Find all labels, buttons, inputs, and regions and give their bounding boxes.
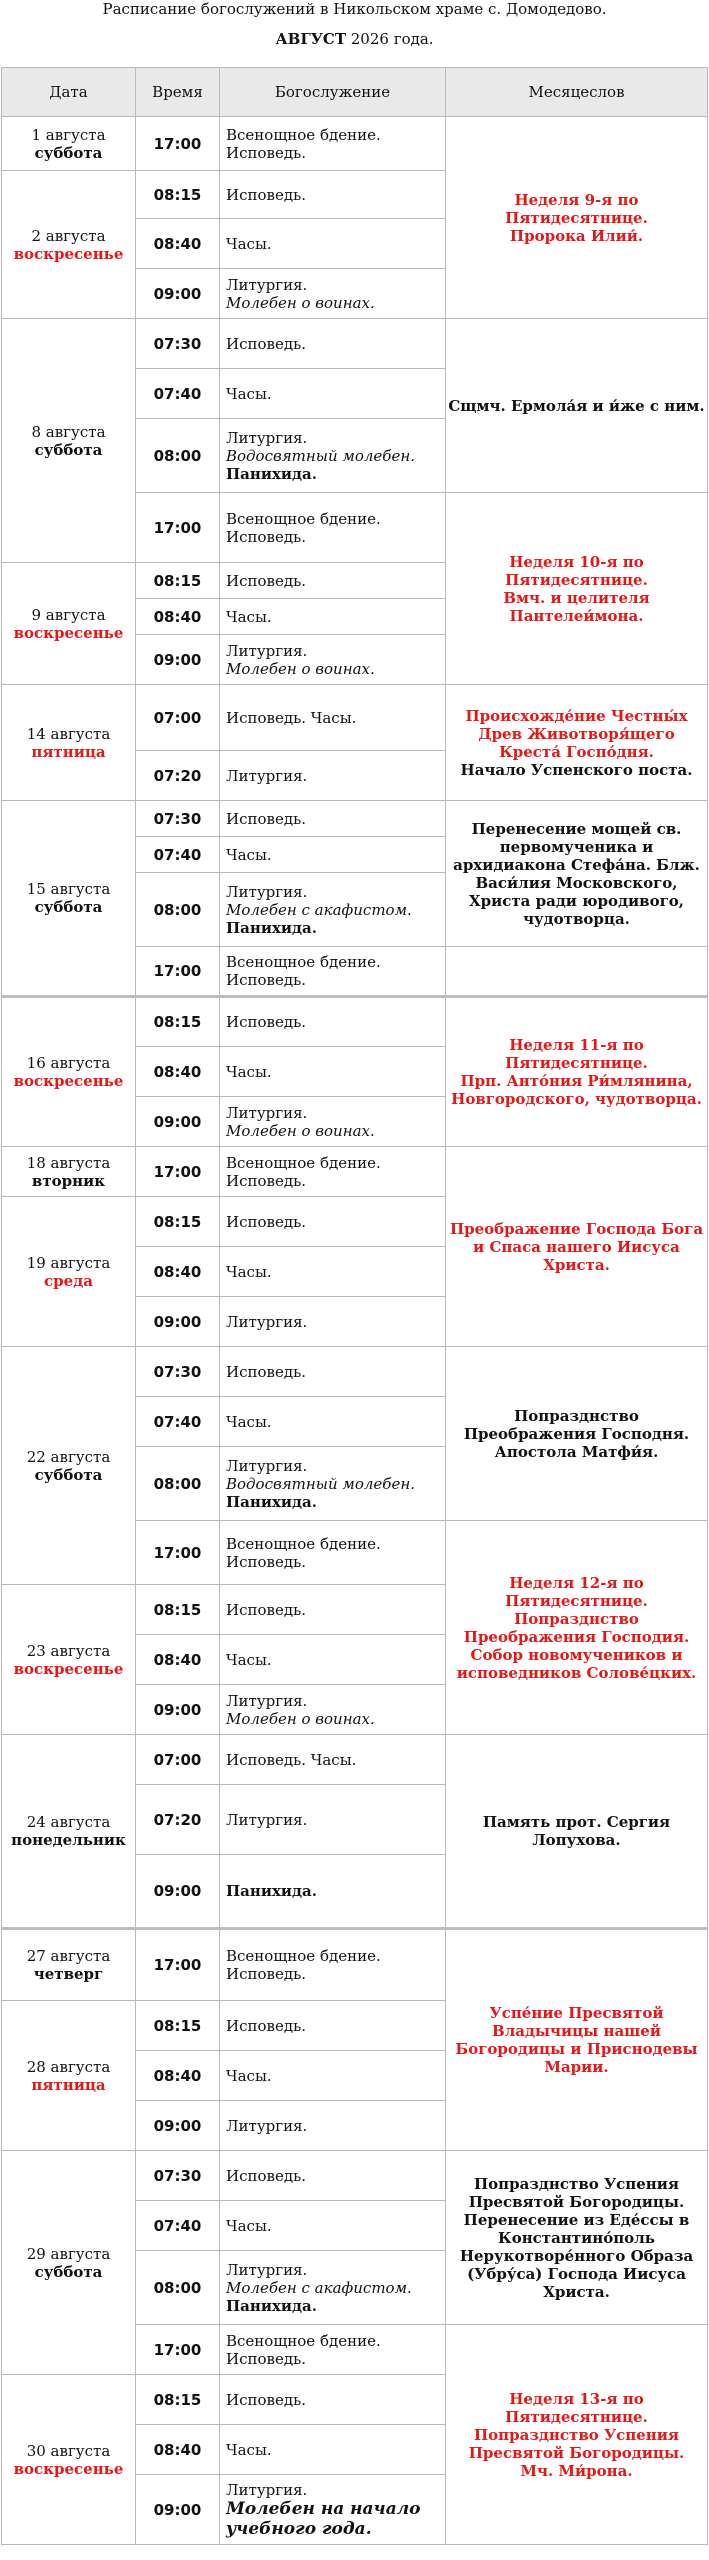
calendar-cell	[446, 997, 708, 1147]
calendar-text: Успе́ние Пресвятой	[489, 2004, 664, 2022]
calendar-text: Пятидесятнице.	[505, 1591, 648, 1610]
service-text: Исповедь.	[226, 971, 307, 989]
month-heading	[0, 30, 709, 48]
date-weekday: четверг	[33, 1965, 104, 1983]
table-row	[2, 319, 708, 369]
service-cell	[220, 1047, 446, 1097]
date-cell	[2, 1147, 136, 1197]
service-cell	[220, 837, 446, 873]
service-cell	[220, 1785, 446, 1855]
table-row	[2, 801, 708, 837]
service-text: Всенощное бдение.	[226, 509, 381, 528]
service-text: Часы.	[226, 607, 272, 626]
calendar-text: Попразднство Успения	[474, 2425, 679, 2444]
service-cell	[220, 1147, 446, 1197]
calendar-text: Богородицы и Приснодевы	[455, 2040, 698, 2058]
date-cell	[2, 1585, 136, 1735]
service-cell	[220, 947, 446, 997]
month-name: АВГУСТ	[275, 30, 346, 48]
service-text: Всенощное бдение.	[226, 1153, 381, 1172]
date-weekday: воскресенье	[13, 623, 124, 642]
service-highlight: учебного года.	[226, 2518, 372, 2539]
service-text: Часы.	[226, 384, 272, 403]
time-cell: 09:00	[136, 1297, 220, 1347]
time-cell: 08:40	[136, 1047, 220, 1097]
date-cell	[2, 563, 136, 685]
service-text: Всенощное бдение.	[226, 125, 381, 144]
date-cell	[2, 319, 136, 563]
service-bold: Панихида.	[226, 918, 317, 937]
service-cell	[220, 1685, 446, 1735]
date-weekday: суббота	[34, 440, 103, 459]
service-note: Молебен о воинах.	[226, 659, 375, 678]
date-day-number: 27 августа	[26, 1947, 111, 1965]
service-text: Литургия.	[226, 641, 308, 660]
calendar-text: Константино́поль	[498, 2228, 655, 2247]
service-text: Часы.	[226, 2440, 272, 2459]
service-cell	[220, 1247, 446, 1297]
calendar-text: Преображение Господа Бога	[449, 1219, 704, 1238]
calendar-cell	[446, 2325, 708, 2545]
time-cell: 08:00	[136, 419, 220, 493]
service-text: Всенощное бдение.	[226, 1947, 381, 1965]
calendar-text: Неделя 11-я по	[509, 1036, 644, 1054]
time-cell: 07:20	[136, 1785, 220, 1855]
service-cell	[220, 635, 446, 685]
calendar-text: Лопухова.	[532, 1831, 621, 1849]
schedule-table	[1, 67, 708, 2545]
time-cell: 08:40	[136, 219, 220, 269]
calendar-text: Неделя 13-я по	[509, 2389, 644, 2408]
service-text: Исповедь.	[226, 2166, 307, 2185]
date-weekday: воскресенье	[13, 2459, 124, 2478]
time-cell: 17:00	[136, 2325, 220, 2375]
time-cell: 08:40	[136, 2051, 220, 2101]
time-cell: 09:00	[136, 2475, 220, 2545]
service-text: Исповедь.	[226, 143, 307, 162]
service-cell	[220, 1585, 446, 1635]
calendar-text: Прп. Анто́ния Ри́млянина,	[460, 1072, 693, 1090]
service-text: Часы.	[226, 1650, 272, 1669]
date-cell	[2, 685, 136, 801]
service-text: Литургия.	[226, 1103, 308, 1122]
calendar-text: Вмч. и целителя	[503, 588, 650, 607]
calendar-text: (Убру́са) Господа Иисуса	[467, 2264, 686, 2283]
time-cell: 08:15	[136, 563, 220, 599]
time-cell: 09:00	[136, 1685, 220, 1735]
service-text: Исповедь.	[226, 1212, 307, 1231]
service-cell	[220, 319, 446, 369]
page-title: Расписание богослужений в Никольском храме с. Домодедово.	[102, 0, 607, 18]
service-text: Исповедь.	[226, 1965, 307, 1983]
date-day-number: 16 августа	[26, 1054, 111, 1072]
time-cell: 07:40	[136, 837, 220, 873]
service-text: Исповедь.	[226, 527, 307, 546]
service-text: Исповедь.	[226, 809, 307, 828]
service-text: Часы.	[226, 1412, 272, 1431]
service-note: Молебен с акафистом.	[226, 2278, 412, 2297]
date-weekday: суббота	[34, 143, 103, 162]
service-text: Литургия.	[226, 1312, 308, 1331]
column-header-service: Богослужение	[220, 68, 446, 117]
date-day-number: 22 августа	[26, 1447, 111, 1466]
service-text: Исповедь.	[226, 1013, 307, 1031]
service-bold: Панихида.	[226, 464, 317, 483]
date-day-number: 1 августа	[31, 125, 106, 144]
calendar-text: Пятидесятнице.	[505, 1054, 648, 1072]
date-weekday: вторник	[31, 1171, 106, 1190]
calendar-text: Перенесение мощей св.	[471, 819, 682, 838]
service-text: Исповедь.	[226, 1600, 307, 1619]
table-row	[2, 2151, 708, 2201]
service-cell	[220, 1197, 446, 1247]
service-cell	[220, 2375, 446, 2425]
service-cell	[220, 751, 446, 801]
service-text: Исповедь. Часы.	[226, 708, 357, 727]
service-text: Исповедь.	[226, 2390, 307, 2409]
service-bold: Панихида.	[226, 2296, 317, 2315]
service-cell	[220, 117, 446, 171]
table-row	[2, 1147, 708, 1197]
service-cell	[220, 1347, 446, 1397]
date-day-number: 2 августа	[31, 226, 106, 245]
service-note: Молебен о воинах.	[226, 293, 375, 312]
service-cell	[220, 1297, 446, 1347]
service-cell	[220, 369, 446, 419]
date-weekday: суббота	[34, 1465, 103, 1484]
calendar-text: Христа.	[543, 2282, 610, 2301]
time-cell: 08:00	[136, 873, 220, 947]
column-header-time: Время	[136, 68, 220, 117]
time-cell: 08:15	[136, 997, 220, 1047]
service-text: Исповедь.	[226, 1362, 307, 1381]
time-cell: 08:00	[136, 2251, 220, 2325]
service-text: Литургия.	[226, 882, 308, 901]
table-row	[2, 997, 708, 1047]
service-cell	[220, 419, 446, 493]
service-cell	[220, 801, 446, 837]
date-weekday: среда	[44, 1271, 93, 1290]
calendar-text: Пятидесятнице.	[505, 570, 648, 589]
time-cell: 17:00	[136, 1521, 220, 1585]
service-cell	[220, 219, 446, 269]
service-text: Часы.	[226, 845, 272, 864]
calendar-cell	[446, 685, 708, 801]
service-text: Исповедь.	[226, 185, 307, 204]
service-text: Исповедь.	[226, 2349, 307, 2368]
date-day-number: 24 августа	[26, 1813, 111, 1831]
service-text: Литургия.	[226, 2260, 308, 2279]
calendar-cell	[446, 117, 708, 319]
time-cell: 09:00	[136, 2101, 220, 2151]
calendar-text: Начало Успенского поста.	[460, 760, 693, 779]
service-text: Часы.	[226, 1262, 272, 1281]
service-cell	[220, 1855, 446, 1929]
service-text: Часы.	[226, 234, 272, 253]
time-cell: 07:30	[136, 2151, 220, 2201]
service-cell	[220, 1397, 446, 1447]
service-text: Всенощное бдение.	[226, 1534, 381, 1553]
service-cell	[220, 2201, 446, 2251]
calendar-text: Пятидесятнице.	[505, 2407, 648, 2426]
time-cell: 07:00	[136, 685, 220, 751]
service-cell	[220, 269, 446, 319]
calendar-text: Пресвятой Богородицы.	[468, 2192, 685, 2211]
date-cell	[2, 117, 136, 171]
service-note: Водосвятный молебен.	[226, 446, 415, 465]
table-row	[2, 685, 708, 751]
date-day-number: 14 августа	[26, 724, 111, 743]
calendar-text: Собор новомучеников и	[470, 1645, 683, 1664]
calendar-text: Васи́лия Московского,	[475, 873, 678, 892]
date-weekday: суббота	[34, 2262, 103, 2281]
calendar-text: Марии.	[544, 2058, 609, 2076]
service-cell	[220, 2475, 446, 2545]
time-cell: 17:00	[136, 947, 220, 997]
calendar-cell	[446, 493, 708, 685]
calendar-text: Пророка Илии́.	[509, 226, 644, 245]
date-cell	[2, 997, 136, 1147]
service-bold: Панихида.	[226, 1492, 317, 1511]
date-cell	[2, 2151, 136, 2375]
date-cell	[2, 1197, 136, 1347]
calendar-text: Сщмч. Ермола́я и и́же с ним.	[448, 396, 705, 415]
time-cell: 07:00	[136, 1735, 220, 1785]
date-cell	[2, 1735, 136, 1929]
service-text: Всенощное бдение.	[226, 2331, 381, 2350]
calendar-text: Мч. Ми́рона.	[520, 2461, 633, 2480]
month-year: 2026 года.	[350, 30, 434, 48]
service-bold: Панихида.	[226, 1882, 317, 1900]
service-text: Литургия.	[226, 1456, 308, 1475]
schedule-body	[2, 117, 708, 2545]
calendar-text: Попразднство	[514, 1609, 639, 1628]
date-day-number: 18 августа	[26, 1153, 111, 1172]
calendar-feast: Происхожде́ние Честны́х	[465, 706, 688, 725]
service-note: Молебен о воинах.	[226, 1121, 375, 1140]
date-day-number: 9 августа	[31, 605, 106, 624]
service-text: Литургия.	[226, 1691, 308, 1710]
date-cell	[2, 1929, 136, 2001]
service-cell	[220, 1097, 446, 1147]
calendar-cell	[446, 801, 708, 947]
table-header-row	[2, 68, 708, 117]
date-day-number: 30 августа	[26, 2441, 111, 2460]
service-text: Литургия.	[226, 2116, 308, 2135]
date-weekday: понедельник	[11, 1831, 126, 1849]
service-cell	[220, 2251, 446, 2325]
calendar-text: Неделя 10-я по	[509, 552, 644, 571]
calendar-text: Попразднство	[514, 1406, 639, 1425]
date-cell	[2, 2001, 136, 2151]
time-cell: 07:30	[136, 801, 220, 837]
time-cell: 08:15	[136, 1197, 220, 1247]
service-text: Исповедь.	[226, 1552, 307, 1571]
date-weekday: пятница	[31, 742, 106, 761]
calendar-text: Пресвятой Богородицы.	[468, 2443, 685, 2462]
calendar-text: Новгородского, чудотворца.	[451, 1090, 702, 1108]
service-text: Литургия.	[226, 1810, 308, 1829]
date-weekday: воскресенье	[13, 244, 124, 263]
calendar-text: Преображения Господия.	[463, 1627, 690, 1646]
time-cell: 08:15	[136, 1585, 220, 1635]
date-weekday: пятница	[31, 2075, 106, 2094]
column-header-date: Дата	[2, 68, 136, 117]
calendar-text: архидиакона Стефа́на. Блж.	[453, 855, 700, 874]
time-cell: 08:00	[136, 1447, 220, 1521]
calendar-text: Пятидесятнице.	[505, 208, 648, 227]
date-day-number: 23 августа	[26, 1641, 111, 1660]
calendar-cell	[446, 319, 708, 493]
calendar-text: Память прот. Сергия	[482, 1813, 671, 1831]
time-cell: 07:40	[136, 2201, 220, 2251]
service-text: Литургия.	[226, 2480, 308, 2499]
date-weekday: суббота	[34, 898, 103, 916]
service-cell	[220, 493, 446, 563]
date-day-number: 29 августа	[26, 2244, 111, 2263]
service-highlight: Молебен на начало	[226, 2498, 421, 2519]
service-cell	[220, 2101, 446, 2151]
service-cell	[220, 1521, 446, 1585]
service-cell	[220, 599, 446, 635]
calendar-text: Перенесение из Еде́ссы в	[463, 2210, 690, 2229]
calendar-feast: Древ Животворя́щего	[478, 724, 675, 743]
calendar-text: Владычицы нашей	[492, 2022, 661, 2040]
calendar-text: Христа ради юродивого,	[468, 891, 685, 910]
time-cell: 08:15	[136, 171, 220, 219]
time-cell: 17:00	[136, 493, 220, 563]
table-row	[2, 1347, 708, 1397]
calendar-text: чудотворца.	[523, 909, 630, 928]
calendar-text: Неделя 9-я по	[514, 190, 639, 209]
calendar-text: исповедников Солове́цких.	[456, 1663, 697, 1682]
service-text: Исповедь. Часы.	[226, 1750, 357, 1769]
calendar-cell	[446, 1735, 708, 1929]
service-cell	[220, 873, 446, 947]
calendar-cell	[446, 947, 708, 997]
service-cell	[220, 997, 446, 1047]
time-cell: 07:30	[136, 319, 220, 369]
service-text: Исповедь.	[226, 1171, 307, 1190]
date-cell	[2, 2375, 136, 2545]
time-cell: 07:40	[136, 1397, 220, 1447]
service-text: Литургия.	[226, 766, 308, 785]
time-cell: 17:00	[136, 117, 220, 171]
calendar-text: Христа.	[543, 1255, 610, 1274]
date-day-number: 19 августа	[26, 1253, 111, 1272]
calendar-text: первомученика и	[499, 837, 654, 856]
calendar-text: Неделя 12-я по	[509, 1573, 644, 1592]
service-cell	[220, 1447, 446, 1521]
date-day-number: 15 августа	[26, 880, 111, 898]
time-cell: 17:00	[136, 1929, 220, 2001]
time-cell: 08:40	[136, 1247, 220, 1297]
service-text: Исповедь.	[226, 571, 307, 590]
calendar-text: Пантелеи́мона.	[509, 606, 644, 625]
service-cell	[220, 563, 446, 599]
time-cell: 09:00	[136, 269, 220, 319]
date-cell	[2, 1347, 136, 1585]
calendar-text: и Спаса нашего Иисуса	[473, 1237, 680, 1256]
service-cell	[220, 1735, 446, 1785]
calendar-text: Апостола Матфи́я.	[494, 1442, 659, 1461]
column-header-calendar: Месяцеслов	[446, 68, 708, 117]
service-text: Литургия.	[226, 428, 308, 447]
service-note: Молебен о воинах.	[226, 1709, 375, 1728]
calendar-cell	[446, 1521, 708, 1735]
calendar-text: Преображения Господня.	[463, 1424, 690, 1443]
table-row	[2, 1735, 708, 1785]
time-cell: 09:00	[136, 1855, 220, 1929]
time-cell: 08:40	[136, 1635, 220, 1685]
time-cell: 07:30	[136, 1347, 220, 1397]
service-text: Часы.	[226, 1062, 272, 1081]
date-weekday: воскресенье	[13, 1072, 124, 1090]
time-cell: 07:40	[136, 369, 220, 419]
service-text: Часы.	[226, 2066, 272, 2085]
service-cell	[220, 2051, 446, 2101]
calendar-feast: Креста́ Госпо́дня.	[499, 742, 654, 761]
date-day-number: 28 августа	[26, 2057, 111, 2076]
service-cell	[220, 1635, 446, 1685]
service-text: Всенощное бдение.	[226, 953, 381, 971]
service-cell	[220, 685, 446, 751]
time-cell: 08:15	[136, 2001, 220, 2051]
date-day-number: 8 августа	[31, 422, 106, 441]
service-cell	[220, 2151, 446, 2201]
service-text: Исповедь.	[226, 2016, 307, 2035]
time-cell: 09:00	[136, 635, 220, 685]
service-cell	[220, 2001, 446, 2051]
date-cell	[2, 801, 136, 997]
calendar-text: Нерукотворе́нного Образа	[459, 2246, 694, 2265]
service-cell	[220, 2325, 446, 2375]
table-row	[2, 1929, 708, 2001]
calendar-cell	[446, 2151, 708, 2325]
service-text: Часы.	[226, 2216, 272, 2235]
service-cell	[220, 2425, 446, 2475]
service-note: Молебен с акафистом.	[226, 900, 412, 919]
date-cell	[2, 171, 136, 319]
time-cell: 08:15	[136, 2375, 220, 2425]
time-cell: 09:00	[136, 1097, 220, 1147]
service-note: Водосвятный молебен.	[226, 1474, 415, 1493]
service-cell	[220, 1929, 446, 2001]
calendar-cell	[446, 1147, 708, 1347]
calendar-cell	[446, 1347, 708, 1521]
service-cell	[220, 171, 446, 219]
time-cell: 17:00	[136, 1147, 220, 1197]
time-cell: 08:40	[136, 599, 220, 635]
calendar-cell	[446, 1929, 708, 2151]
date-weekday: воскресенье	[13, 1659, 124, 1678]
time-cell: 07:20	[136, 751, 220, 801]
time-cell: 08:40	[136, 2425, 220, 2475]
service-text: Исповедь.	[226, 334, 307, 353]
calendar-text: Попразднство Успения	[474, 2174, 679, 2193]
service-text: Литургия.	[226, 275, 308, 294]
table-row	[2, 117, 708, 171]
